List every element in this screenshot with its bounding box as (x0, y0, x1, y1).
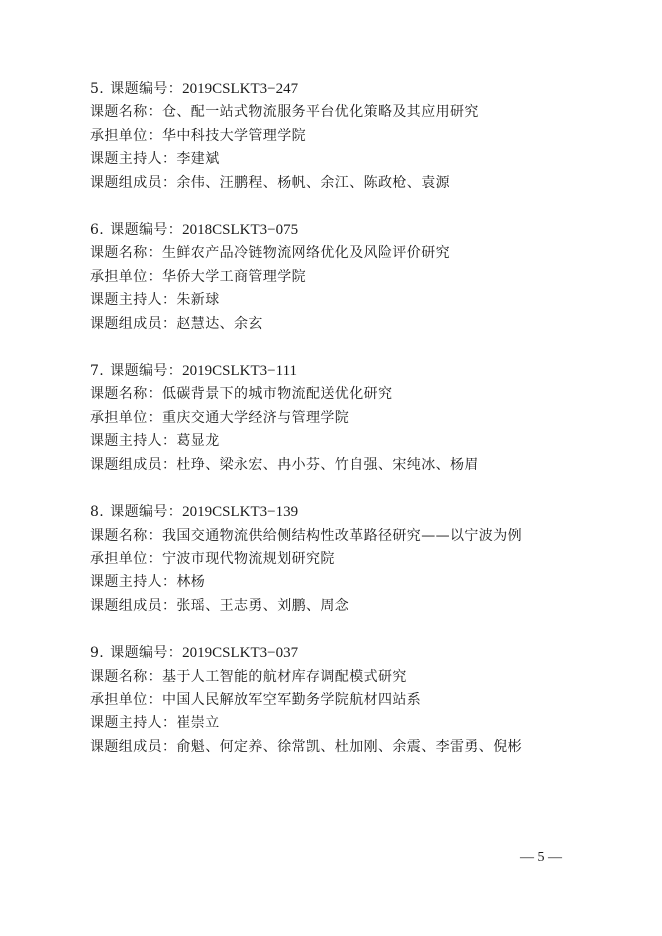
unit-label: 承担单位： (90, 691, 162, 708)
project-number: 8. (90, 504, 105, 521)
project-entry (90, 219, 590, 336)
name-label: 课题名称： (90, 245, 162, 262)
code-label: 课题编号： (110, 222, 183, 239)
project-code: 2019CSLKT3−111 (182, 363, 298, 380)
name-label: 课题名称： (90, 104, 162, 121)
name-label: 课题名称： (90, 668, 162, 685)
project-unit-line (90, 266, 590, 289)
project-name-line (90, 383, 590, 406)
project-name: 我国交通物流供给侧结构性改革路径研究——以宁波为例 (162, 527, 522, 544)
project-unit-line (90, 407, 590, 430)
project-host: 林杨 (176, 574, 206, 591)
project-host: 崔崇立 (176, 715, 220, 732)
host-label: 课题主持人： (90, 292, 177, 309)
project-members: 余伟、汪鹏程、杨帆、余江、陈政枪、袁源 (176, 174, 451, 191)
project-code-line (90, 78, 590, 101)
project-name: 生鲜农产品冷链物流网络优化及风险评价研究 (162, 245, 450, 262)
members-label: 课题组成员： (90, 174, 177, 191)
project-host-line (90, 430, 590, 453)
project-members-line (90, 313, 590, 336)
name-label: 课题名称： (90, 386, 162, 403)
project-list (90, 78, 590, 783)
project-members-line (90, 736, 590, 759)
project-number: 7. (90, 363, 105, 380)
project-name: 低碳背景下的城市物流配送优化研究 (162, 386, 393, 403)
project-number: 9. (90, 645, 105, 662)
host-label: 课题主持人： (90, 574, 177, 591)
project-name: 仓、配一站式物流服务平台优化策略及其应用研究 (162, 104, 479, 121)
project-unit-line (90, 689, 590, 712)
code-label: 课题编号： (110, 363, 183, 380)
project-members-line (90, 454, 590, 477)
project-code-line (90, 642, 590, 665)
project-host: 朱新球 (176, 292, 220, 309)
host-label: 课题主持人： (90, 151, 177, 168)
name-label: 课题名称： (90, 527, 162, 544)
project-code-line (90, 219, 590, 242)
members-label: 课题组成员： (90, 315, 177, 332)
project-host: 李建斌 (176, 151, 220, 168)
unit-label: 承担单位： (90, 550, 162, 567)
project-name-line (90, 101, 590, 124)
unit-label: 承担单位： (90, 127, 162, 144)
project-unit-line (90, 548, 590, 571)
project-unit: 华侨大学工商管理学院 (162, 268, 306, 285)
members-label: 课题组成员： (90, 597, 177, 614)
project-host-line (90, 571, 590, 594)
project-members: 俞魁、何定养、徐常凯、杜加刚、余震、李雷勇、倪彬 (176, 738, 523, 755)
project-unit: 中国人民解放军空军勤务学院航材四站系 (162, 691, 422, 708)
project-name-line (90, 666, 590, 689)
project-name: 基于人工智能的航材库存调配模式研究 (162, 668, 407, 685)
project-unit: 宁波市现代物流规划研究院 (162, 550, 335, 567)
project-code: 2019CSLKT3−139 (182, 504, 299, 521)
project-name-line (90, 525, 590, 548)
project-code: 2019CSLKT3−247 (182, 81, 299, 97)
project-entry (90, 642, 590, 759)
project-entry (90, 78, 590, 195)
project-members: 张瑶、王志勇、刘鹏、周念 (176, 597, 350, 614)
code-label: 课题编号： (110, 81, 183, 97)
project-code-line (90, 501, 590, 524)
code-label: 课题编号： (110, 645, 183, 662)
project-entry (90, 501, 590, 618)
project-unit: 华中科技大学管理学院 (162, 127, 306, 144)
project-code: 2019CSLKT3−037 (182, 645, 299, 662)
members-label: 课题组成员： (90, 456, 177, 473)
project-members-line (90, 172, 590, 195)
project-members: 杜琤、梁永宏、冉小芬、竹自强、宋纯冰、杨眉 (176, 456, 479, 473)
project-host: 葛显龙 (176, 433, 220, 450)
project-code-line (90, 360, 590, 383)
host-label: 课题主持人： (90, 715, 177, 732)
project-members: 赵慧达、余玄 (176, 315, 263, 332)
members-label: 课题组成员： (90, 738, 177, 755)
project-entry (90, 360, 590, 477)
project-number: 6. (90, 222, 105, 239)
code-label: 课题编号： (110, 504, 183, 521)
project-number: 5. (90, 81, 105, 97)
project-members-line (90, 595, 590, 618)
project-unit: 重庆交通大学经济与管理学院 (162, 409, 350, 426)
project-host-line (90, 712, 590, 735)
page-number: — 5 — (520, 850, 562, 865)
project-host-line (90, 148, 590, 171)
host-label: 课题主持人： (90, 433, 177, 450)
unit-label: 承担单位： (90, 409, 162, 426)
project-name-line (90, 242, 590, 265)
project-unit-line (90, 125, 590, 148)
project-host-line (90, 289, 590, 312)
unit-label: 承担单位： (90, 268, 162, 285)
project-code: 2018CSLKT3−075 (182, 222, 299, 239)
